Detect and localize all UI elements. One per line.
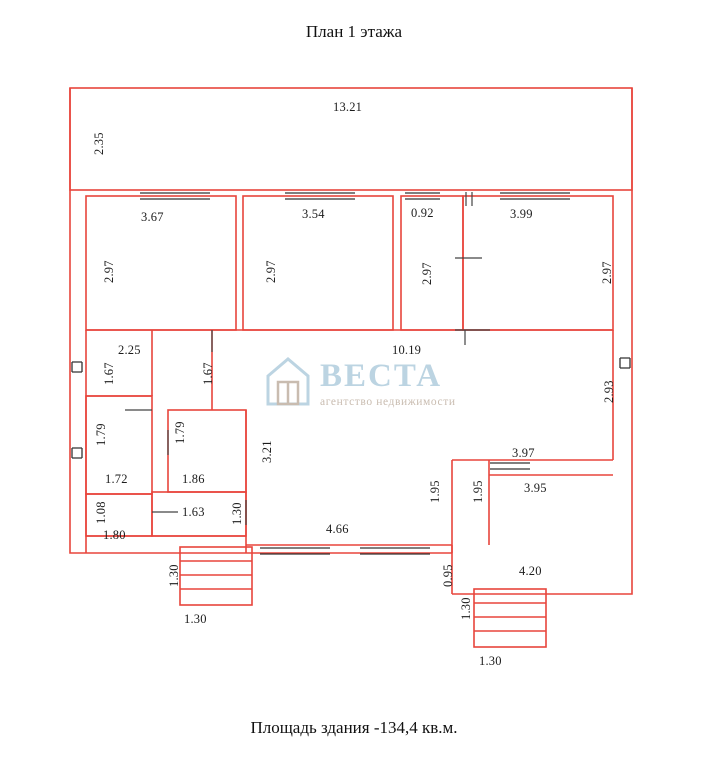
dimension-step-offset: 0.95 <box>441 564 455 587</box>
dimension-room2-width: 3.54 <box>302 207 325 221</box>
dimension-room1-width: 3.67 <box>141 210 164 224</box>
dimension-room2-depth: 2.97 <box>264 260 278 283</box>
dimension-terrace-width-top: 3.97 <box>512 446 535 460</box>
dimension-stair1-width: 1.30 <box>184 612 207 626</box>
dimension-terrace-depth-left: 1.95 <box>428 480 442 503</box>
dimension-room3-width: 0.92 <box>411 206 434 220</box>
dimension-terrace-width-bottom: 3.95 <box>524 481 547 495</box>
dimension-hall-width: 10.19 <box>392 343 422 357</box>
dimension-right-depth: 2.93 <box>602 380 616 403</box>
dimension-wc2-width: 1.86 <box>182 472 205 486</box>
dimension-bath-right-depth: 1.67 <box>201 362 215 385</box>
dimension-store-depth: 1.08 <box>94 501 108 524</box>
dimension-bath-left-depth: 1.67 <box>102 362 116 385</box>
dimension-porch-front-width: 4.66 <box>326 522 349 536</box>
building-area-label: Площадь здания -134,4 кв.м. <box>250 718 458 737</box>
watermark-tagline: агентство недвижимости <box>320 396 456 408</box>
dimension-room1-depth: 2.97 <box>102 260 116 283</box>
dimension-stair1-depth: 1.30 <box>167 564 181 587</box>
dimension-store-width: 1.80 <box>103 528 126 542</box>
dimension-room4-depth: 2.97 <box>600 261 614 284</box>
dimension-wc1-depth: 1.79 <box>94 423 108 446</box>
dimension-room3-depth: 2.97 <box>420 262 434 285</box>
page-title: План 1 этажа <box>305 22 403 41</box>
dimension-stair2-width: 1.30 <box>479 654 502 668</box>
dimension-small-room-width: 1.63 <box>182 505 205 519</box>
dimension-wc1-width: 1.72 <box>105 472 128 486</box>
dimension-stair2-depth: 1.30 <box>459 597 473 620</box>
watermark-brand: ВЕСТА <box>320 358 443 394</box>
dimension-wc2-depth: 1.79 <box>173 421 187 444</box>
dimension-small-room-depth: 1.30 <box>230 502 244 525</box>
dimension-overall-width: 13.21 <box>333 100 363 114</box>
dimension-bath-width: 2.25 <box>118 343 141 357</box>
dimension-rear-width: 4.20 <box>519 564 542 578</box>
dimension-corridor-depth: 3.21 <box>260 440 274 463</box>
dimension-terrace-depth-right: 1.95 <box>471 480 485 503</box>
dimension-room4-width: 3.99 <box>510 207 533 221</box>
dimension-left-offset-top: 2.35 <box>92 132 106 155</box>
